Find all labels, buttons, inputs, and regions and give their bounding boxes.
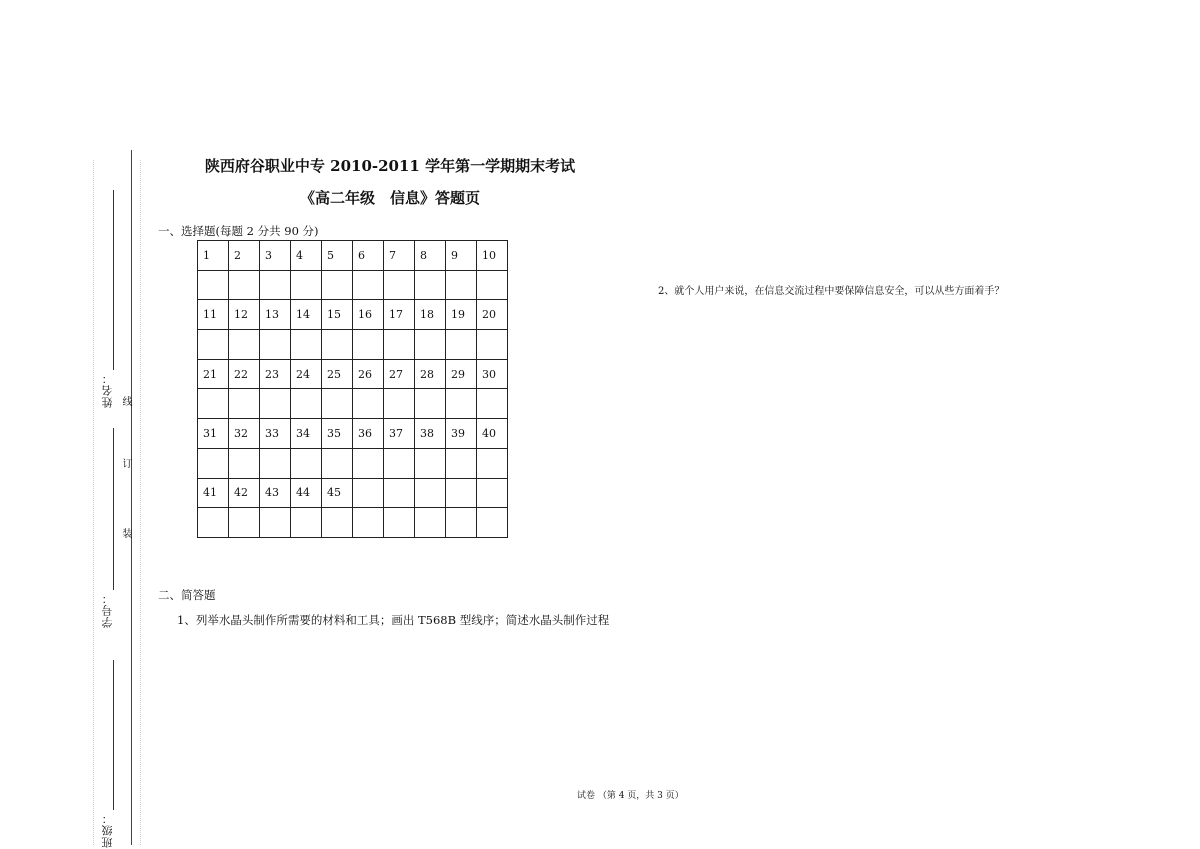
- answer-cell[interactable]: [260, 330, 291, 360]
- answer-cell[interactable]: [260, 389, 291, 419]
- answer-cell[interactable]: [260, 270, 291, 300]
- exam-title: 陕西府谷职业中专 2010-2011 学年第一学期期末考试: [204, 157, 576, 175]
- question-number-cell: 29: [446, 359, 477, 389]
- question-number-cell: 32: [229, 419, 260, 449]
- answer-cell[interactable]: [446, 330, 477, 360]
- answer-cell[interactable]: [477, 508, 508, 538]
- answer-cell[interactable]: [384, 508, 415, 538]
- question-number-row: [198, 359, 508, 389]
- answer-row: [198, 508, 508, 538]
- question-number-cell: 37: [384, 419, 415, 449]
- answer-cell[interactable]: [353, 448, 384, 478]
- answer-cell[interactable]: [322, 270, 353, 300]
- question-number-cell: 12: [229, 300, 260, 330]
- answer-row: [198, 448, 508, 478]
- name-field-line: [113, 190, 114, 370]
- question-number-cell: 13: [260, 300, 291, 330]
- question-number-cell: 2: [229, 241, 260, 271]
- student-id-label: 学号：: [101, 592, 114, 628]
- answer-cell[interactable]: [322, 330, 353, 360]
- question-number-cell: 1: [198, 241, 229, 271]
- binding-mark-line: 线: [120, 396, 131, 406]
- binding-dotted-line-outer: [93, 160, 94, 845]
- answer-cell[interactable]: [198, 270, 229, 300]
- question-number-cell: 4: [291, 241, 322, 271]
- question-number-cell: 3: [260, 241, 291, 271]
- question-number-row: [198, 419, 508, 449]
- answer-cell[interactable]: [477, 389, 508, 419]
- answer-cell[interactable]: [446, 270, 477, 300]
- answer-row: [198, 330, 508, 360]
- student-id-field-line: [113, 428, 114, 590]
- question-number-cell: 27: [384, 359, 415, 389]
- answer-cell[interactable]: [446, 389, 477, 419]
- question-number-cell: [415, 478, 446, 508]
- question-number-cell: 34: [291, 419, 322, 449]
- page-footer: 试卷 （第 4 页，共 3 页）: [577, 791, 684, 801]
- answer-cell[interactable]: [229, 508, 260, 538]
- binding-mark-staple: 订: [120, 458, 131, 468]
- question-number-cell: 10: [477, 241, 508, 271]
- answer-cell[interactable]: [291, 330, 322, 360]
- binding-mark-bind: 装: [120, 528, 131, 538]
- answer-cell[interactable]: [229, 270, 260, 300]
- question-2: 2、就个人用户来说，在信息交流过程中要保障信息安全，可以从些方面着手？: [658, 286, 1005, 297]
- question-number-cell: 11: [198, 300, 229, 330]
- answer-cell[interactable]: [384, 270, 415, 300]
- answer-cell[interactable]: [477, 448, 508, 478]
- question-number-cell: [477, 478, 508, 508]
- question-number-cell: 41: [198, 478, 229, 508]
- answer-cell[interactable]: [415, 389, 446, 419]
- answer-cell[interactable]: [446, 448, 477, 478]
- answer-cell[interactable]: [198, 448, 229, 478]
- question-number-cell: 19: [446, 300, 477, 330]
- answer-cell[interactable]: [477, 330, 508, 360]
- answer-cell[interactable]: [415, 448, 446, 478]
- answer-cell[interactable]: [415, 508, 446, 538]
- class-label: 班级：: [101, 812, 114, 848]
- binding-line: [131, 150, 132, 845]
- question-number-row: [198, 478, 508, 508]
- question-number-cell: 45: [322, 478, 353, 508]
- question-number-cell: 5: [322, 241, 353, 271]
- answer-cell[interactable]: [260, 508, 291, 538]
- answer-row: [198, 270, 508, 300]
- question-number-cell: 43: [260, 478, 291, 508]
- question-number-cell: 44: [291, 478, 322, 508]
- answer-cell[interactable]: [229, 448, 260, 478]
- question-number-cell: [384, 478, 415, 508]
- answer-cell[interactable]: [291, 508, 322, 538]
- answer-cell[interactable]: [322, 448, 353, 478]
- question-number-cell: 23: [260, 359, 291, 389]
- class-field-line: [113, 660, 114, 810]
- answer-cell[interactable]: [477, 270, 508, 300]
- question-number-cell: 35: [322, 419, 353, 449]
- answer-cell[interactable]: [353, 508, 384, 538]
- question-number-cell: 36: [353, 419, 384, 449]
- question-number-cell: [353, 478, 384, 508]
- answer-cell[interactable]: [415, 330, 446, 360]
- question-number-cell: 38: [415, 419, 446, 449]
- answer-cell[interactable]: [260, 448, 291, 478]
- question-number-cell: 8: [415, 241, 446, 271]
- question-number-cell: 33: [260, 419, 291, 449]
- question-number-cell: 25: [322, 359, 353, 389]
- question-number-cell: [446, 478, 477, 508]
- answer-cell[interactable]: [291, 448, 322, 478]
- answer-cell[interactable]: [384, 448, 415, 478]
- section1-heading: 一、选择题(每题 2 分共 90 分): [158, 224, 319, 238]
- question-number-cell: 16: [353, 300, 384, 330]
- question-number-cell: 17: [384, 300, 415, 330]
- answer-cell[interactable]: [353, 270, 384, 300]
- question-number-cell: 18: [415, 300, 446, 330]
- question-1: 1、列举水晶头制作所需要的材料和工具；画出 T568B 型线序；简述水晶头制作过程: [177, 613, 610, 627]
- answer-cell[interactable]: [415, 270, 446, 300]
- question-number-cell: 39: [446, 419, 477, 449]
- answer-cell[interactable]: [384, 389, 415, 419]
- question-number-row: [198, 241, 508, 271]
- answer-cell[interactable]: [198, 330, 229, 360]
- question-number-row: [198, 300, 508, 330]
- answer-cell[interactable]: [446, 508, 477, 538]
- question-number-cell: 28: [415, 359, 446, 389]
- name-label: 姓名：: [101, 372, 114, 408]
- question-number-cell: 21: [198, 359, 229, 389]
- question-number-cell: 40: [477, 419, 508, 449]
- question-number-cell: 15: [322, 300, 353, 330]
- question-number-cell: 20: [477, 300, 508, 330]
- question-number-cell: 14: [291, 300, 322, 330]
- answer-cell[interactable]: [353, 330, 384, 360]
- section2-heading: 二、简答题: [158, 588, 216, 602]
- answer-cell[interactable]: [198, 389, 229, 419]
- answer-cell[interactable]: [291, 270, 322, 300]
- question-number-cell: 42: [229, 478, 260, 508]
- question-number-cell: 31: [198, 419, 229, 449]
- question-number-cell: 24: [291, 359, 322, 389]
- answer-cell[interactable]: [384, 330, 415, 360]
- question-number-cell: 30: [477, 359, 508, 389]
- answer-cell[interactable]: [291, 389, 322, 419]
- question-number-cell: 6: [353, 241, 384, 271]
- answer-cell[interactable]: [229, 389, 260, 419]
- question-number-cell: 9: [446, 241, 477, 271]
- question-number-cell: 26: [353, 359, 384, 389]
- answer-cell[interactable]: [198, 508, 229, 538]
- question-number-cell: 22: [229, 359, 260, 389]
- answer-cell[interactable]: [229, 330, 260, 360]
- answer-cell[interactable]: [322, 508, 353, 538]
- answer-row: [198, 389, 508, 419]
- answer-cell[interactable]: [322, 389, 353, 419]
- question-number-cell: 7: [384, 241, 415, 271]
- exam-subtitle: 《高二年级 信息》答题页: [299, 189, 480, 207]
- answer-grid: [197, 240, 508, 538]
- binding-dotted-line-inner: [140, 160, 141, 845]
- answer-cell[interactable]: [353, 389, 384, 419]
